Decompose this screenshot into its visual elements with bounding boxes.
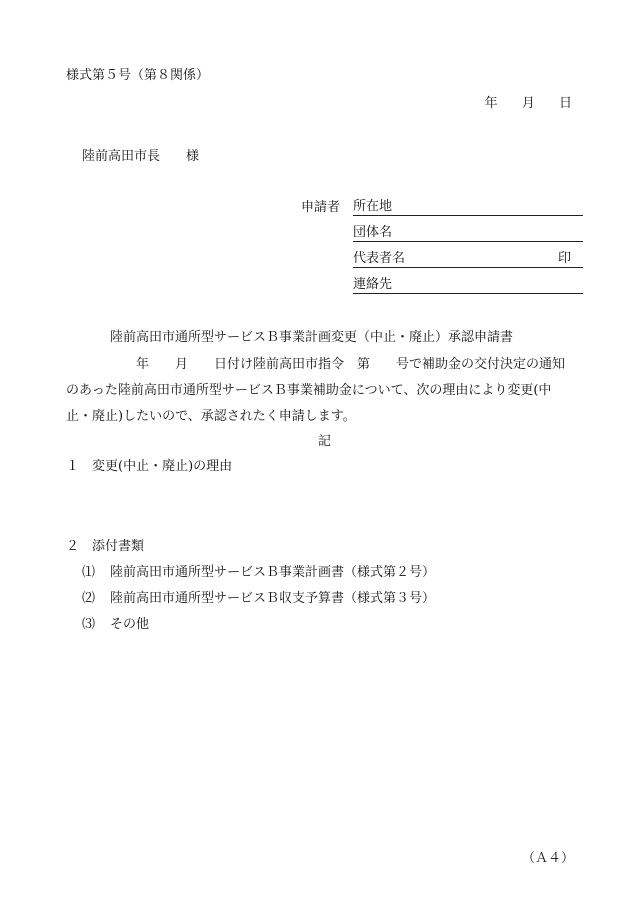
attachment-text: 陸前高田市通所型サービスＢ事業計画書（様式第２号） xyxy=(110,565,436,580)
body-line-1: 年 月 日付け陸前高田市指令 第 号で補助金の交付決定の通知 xyxy=(136,357,566,372)
date-day: 日 xyxy=(558,96,572,111)
seal-mark: 印 xyxy=(557,251,571,266)
addressee-name: 陸前高田市長 xyxy=(82,149,161,164)
document-title: 陸前高田市通所型サービスＢ事業計画変更（中止・廃止）承認申請書 xyxy=(110,330,514,345)
attachment-item xyxy=(82,565,435,581)
attachment-item xyxy=(82,617,149,633)
section-attachments-heading: ２ 添付書類 xyxy=(66,539,145,554)
body-line-2: のあった陸前高田市通所型サービスＢ事業補助金について、次の理由により変更(中 xyxy=(66,383,552,398)
address-label: 所在地 xyxy=(353,199,393,214)
contact-label: 連絡先 xyxy=(353,277,393,292)
attachment-text: その他 xyxy=(110,617,150,632)
body-text xyxy=(66,352,586,430)
attachment-number: ⑶ xyxy=(82,617,96,632)
date-line xyxy=(465,96,572,112)
attachment-number: ⑴ xyxy=(82,565,96,580)
attachment-text: 陸前高田市通所型サービスＢ収支予算書（様式第３号） xyxy=(110,591,436,606)
addressee xyxy=(82,149,199,165)
attachment-number: ⑵ xyxy=(82,591,96,606)
date-month: 月 xyxy=(521,96,535,111)
attachment-item xyxy=(82,591,435,607)
section-reason-heading: １ 変更(中止・廃止)の理由 xyxy=(66,459,233,474)
address-field[interactable] xyxy=(353,199,583,216)
organization-field[interactable] xyxy=(353,225,583,242)
paper-size-label: （Ａ４） xyxy=(521,851,574,866)
form-number: 様式第５号（第８関係） xyxy=(66,68,210,83)
representative-field[interactable] xyxy=(353,251,583,268)
representative-label: 代表者名 xyxy=(353,251,406,266)
ki-heading: 記 xyxy=(318,434,332,449)
applicant-label: 申請者 xyxy=(301,200,341,215)
date-year: 年 xyxy=(484,96,498,111)
contact-field[interactable] xyxy=(353,277,583,294)
organization-label: 団体名 xyxy=(353,225,393,240)
addressee-honorific: 様 xyxy=(186,149,200,164)
body-line-3: 止・廃止)したいので、承認されたく申請します。 xyxy=(66,409,356,424)
